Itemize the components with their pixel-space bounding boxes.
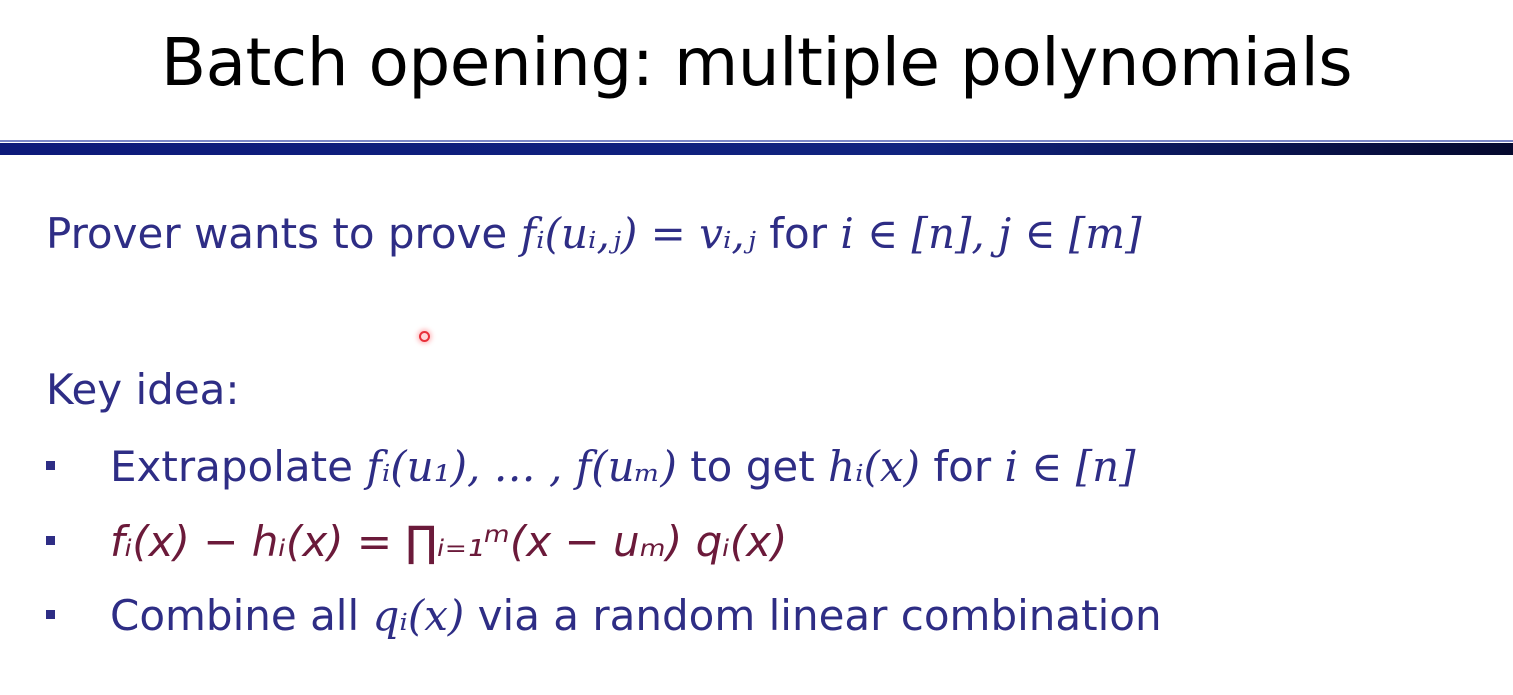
- title-divider-highlight: [0, 140, 1513, 142]
- bullet-for: for: [933, 442, 992, 491]
- slide-title: Batch opening: multiple polynomials: [160, 24, 1353, 101]
- laser-pointer-icon: [419, 331, 430, 342]
- square-bullet-icon: [46, 610, 55, 619]
- bullet-expression: hᵢ(x): [828, 442, 920, 491]
- statement-prefix: Prover wants to prove: [46, 209, 508, 258]
- bullet-middle: to get: [690, 442, 815, 491]
- title-divider: [0, 143, 1513, 155]
- bullet-text: [110, 437, 1136, 497]
- bullet-text: [110, 586, 1162, 646]
- statement-for: for: [769, 209, 827, 258]
- bullet-tail: via a random linear combination: [477, 591, 1162, 640]
- square-bullet-icon: [46, 461, 55, 470]
- bullet-formula: fᵢ(x) − hᵢ(x) = ∏ᵢ₌₁ᵐ(x − uₘ) qᵢ(x): [110, 517, 788, 566]
- key-idea-heading: Key idea:: [46, 365, 240, 414]
- prover-statement: [46, 204, 1142, 264]
- bullet-expression: fᵢ(u₁), … , f(uₘ): [366, 442, 677, 491]
- bullet-quotient-identity: [46, 512, 1486, 572]
- bullet-expression: qᵢ(x): [372, 591, 465, 640]
- statement-domain: i ∈ [n], j ∈ [m]: [840, 209, 1142, 258]
- bullet-combine: [46, 586, 1486, 646]
- statement-formula: fᵢ(uᵢ,ⱼ) = vᵢ,ⱼ: [520, 209, 756, 258]
- bullet-expression: i ∈ [n]: [1004, 442, 1136, 491]
- bullet-extrapolate: [46, 437, 1486, 497]
- square-bullet-icon: [46, 536, 55, 545]
- bullet-lead: Extrapolate: [110, 442, 353, 491]
- bullet-lead: Combine all: [110, 591, 360, 640]
